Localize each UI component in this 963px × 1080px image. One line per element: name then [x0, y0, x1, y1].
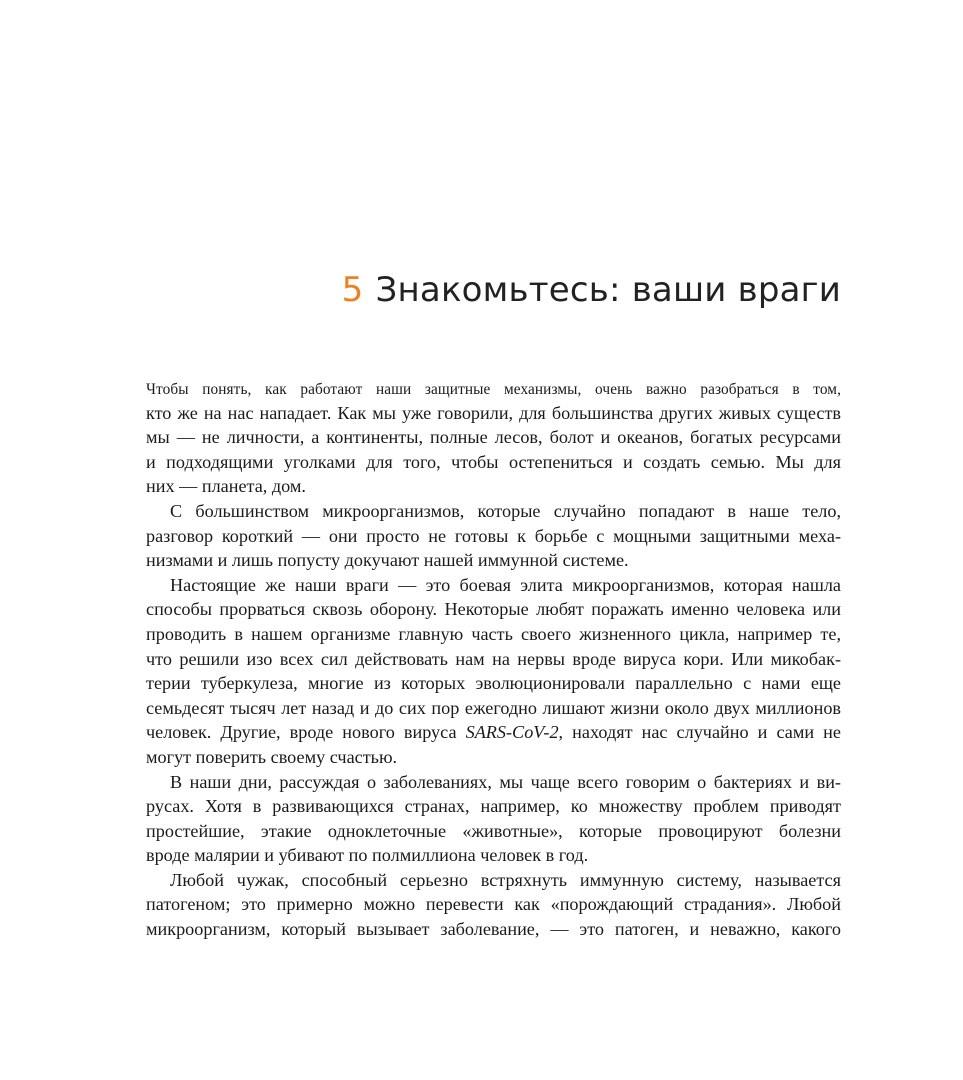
text-line	[146, 376, 841, 401]
text-line: патогеном; это примерно можно перевести как «порождающий страдания». Любой	[146, 894, 841, 915]
text-line: микроорганизм, который вызывает заболевание, — это патоген, и неважно, какого	[146, 919, 841, 940]
text-line: семьдесят тысяч лет назад и до сих пор ежегодно лишают жизни около двух миллионов	[146, 697, 841, 718]
paragraph-2	[146, 499, 841, 573]
text-line: Настоящие же наши враги — это боевая элита микроорганизмов, которая нашла	[170, 574, 841, 595]
paragraph-3	[146, 573, 841, 770]
text-line: мы — не личности, а континенты, полные лесов, болот и океанов, богатых ресурсами	[146, 427, 841, 448]
lead-in-smallcaps: Чтобы понять, как работают наши защитные механизмы, очень важно разобраться в том,	[146, 381, 841, 398]
text-line: вроде малярии и убивают по полмиллиона человек в год.	[146, 845, 589, 866]
text-line: способы прорваться сквозь оборону. Некоторые любят поражать именно человека или	[146, 599, 841, 620]
text-line: и подходящими уголками для того, чтобы остепениться и создать семью. Мы для	[146, 451, 841, 472]
text-line: простейшие, этакие одноклеточные «животные», которые провоцируют болезни	[146, 820, 841, 841]
text-line: них — планета, дом.	[146, 476, 306, 497]
paragraph-1	[146, 376, 841, 499]
text-line-with-italic	[146, 720, 841, 745]
body-text	[146, 376, 841, 942]
text-line: низмами и лишь попусту докучают нашей иммунной системе.	[146, 550, 629, 571]
text-line: Любой чужак, способный серьезно встряхнуть иммунную систему, называется	[170, 869, 841, 890]
virus-name-italic: SARS-CoV-2	[465, 722, 559, 743]
text-line: терии туберкулеза, многие из которых эволюционировали параллельно с нами еще	[146, 673, 841, 694]
text-line: В наши дни, рассуждая о заболеваниях, мы чаще всего говорим о бактериях и ви-	[170, 771, 841, 792]
chapter-number: 5	[341, 270, 364, 310]
text-line: русах. Хотя в развивающихся странах, например, ко множеству проблем приводят	[146, 796, 841, 817]
text-segment: человек. Другие, вроде нового вируса	[146, 722, 466, 743]
text-line: кто же на нас нападает. Как мы уже говорили, для большинства других живых существ	[146, 402, 841, 423]
text-line: что решили изо всех сил действовать нам на нервы вроде вируса кори. Или микобак-	[146, 648, 841, 669]
paragraph-5	[146, 868, 841, 942]
chapter-heading	[342, 266, 841, 314]
text-line: разговор короткий — они просто не готовы к борьбе с мощными защитными меха-	[146, 525, 841, 546]
paragraph-4	[146, 770, 841, 868]
text-segment: , находят нас случайно и сами не	[558, 722, 841, 743]
text-line: могут поверить своему счастью.	[146, 746, 398, 767]
text-line: С большинством микроорганизмов, которые случайно попадают в наше тело,	[170, 500, 841, 521]
chapter-title: Знакомьтесь: ваши враги	[375, 270, 841, 310]
text-line: проводить в нашем организме главную часть своего жизненного цикла, например те,	[146, 623, 841, 644]
